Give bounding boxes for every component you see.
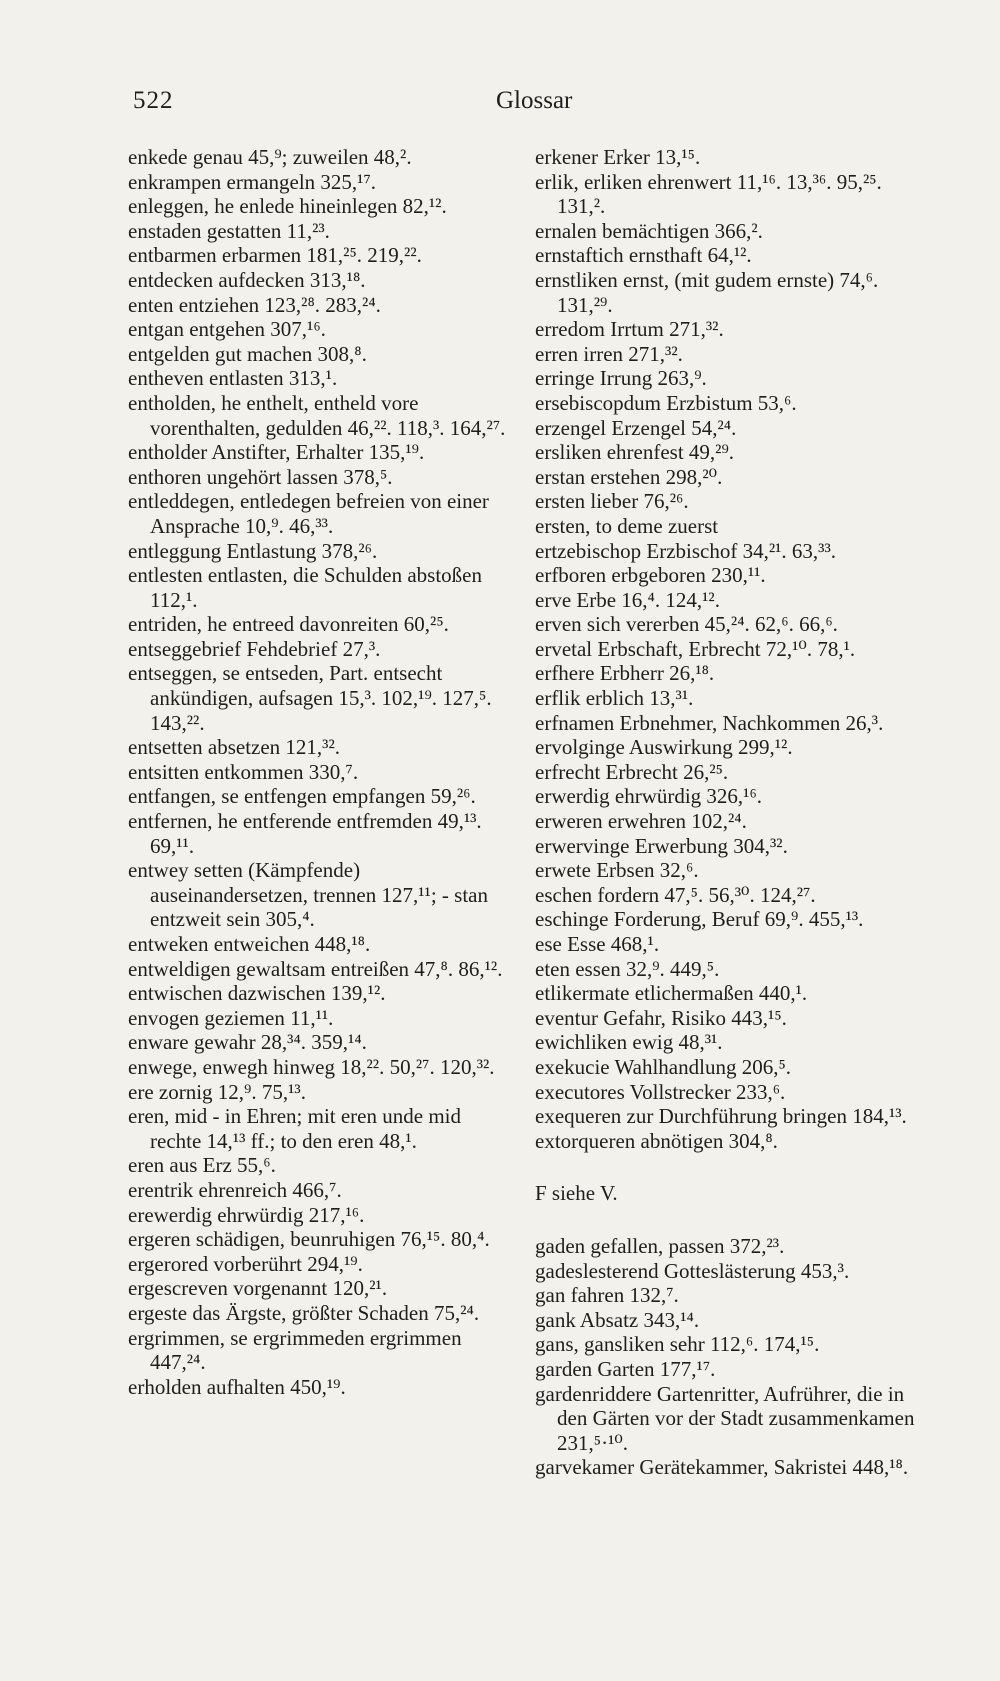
glossary-entry: entriden, he entreed davonreiten 60,²⁵.	[128, 612, 449, 637]
glossary-entry: erven sich vererben 45,²⁴. 62,⁶. 66,⁶.	[535, 612, 838, 637]
glossary-entry: exequeren zur Durchführung bringen 184,¹³.	[535, 1104, 907, 1129]
glossary-entry: garvekamer Gerätekammer, Sakristei 448,¹⁸.	[535, 1455, 909, 1480]
glossary-entry: enthoren ungehört lassen 378,⁵.	[128, 464, 393, 489]
glossary-column-right	[535, 145, 930, 1480]
glossary-entry: executores Vollstrecker 233,⁶.	[535, 1079, 786, 1104]
glossary-entry: ernstaftich ernsthaft 64,¹².	[535, 243, 752, 268]
glossary-entry: entweldigen gewaltsam entreißen 47,⁸. 86,¹².	[128, 956, 503, 981]
section-f-reference: F siehe V.	[535, 1181, 618, 1206]
glossary-entry: enten entziehen 123,²⁸. 283,²⁴.	[128, 292, 381, 317]
glossary-entry: erholden aufhalten 450,¹⁹.	[128, 1374, 346, 1399]
glossary-entry: entsetten absetzen 121,³².	[128, 735, 341, 760]
glossary-entry: entgan entgehen 307,¹⁶.	[128, 317, 326, 342]
glossary-entry: entdecken aufdecken 313,¹⁸.	[128, 267, 366, 292]
glossary-entry: erewerdig ehrwürdig 217,¹⁶.	[128, 1202, 365, 1227]
glossary-entry: gans, gansliken sehr 112,⁶. 174,¹⁵.	[535, 1332, 820, 1357]
glossary-entry: ergeren schädigen, beunruhigen 76,¹⁵. 80,⁴.	[128, 1227, 490, 1252]
glossary-entry: erfrecht Erbrecht 26,²⁵.	[535, 759, 729, 784]
glossary-entry: erredom Irrtum 271,³².	[535, 317, 724, 342]
glossary-entry: erzengel Erzengel 54,²⁴.	[535, 415, 737, 440]
glossary-entry: ernstliken ernst, (mit gudem ernste) 74,⁶. 131,²⁹.	[535, 267, 879, 317]
entries-g	[535, 1234, 930, 1480]
glossary-entry: entheven entlasten 313,¹.	[128, 366, 338, 391]
glossary-entry: entsitten entkommen 330,⁷.	[128, 759, 359, 784]
glossary-entry: gank Absatz 343,¹⁴.	[535, 1307, 700, 1332]
glossary-entry: entwey setten (Kämpfende) auseinandersetzen, trennen 127,¹¹; - stan entzweit sein 305,⁴.	[128, 858, 488, 932]
glossary-entry: ergeste das Ärgste, größter Schaden 75,²⁴.	[128, 1300, 480, 1325]
glossary-entry: entseggen, se entseden, Part. entsecht ankündigen, aufsagen 15,³. 102,¹⁹. 127,⁵. 143,²².	[128, 661, 492, 735]
glossary-entry: ernalen bemächtigen 366,².	[535, 218, 763, 243]
glossary-entry: ersebiscopdum Erzbistum 53,⁶.	[535, 390, 797, 415]
entries-e	[535, 145, 930, 1153]
glossary-entry: entweken entweichen 448,¹⁸.	[128, 932, 371, 956]
glossary-entry: ervetal Erbschaft, Erbrecht 72,¹⁰. 78,¹.	[535, 636, 856, 661]
glossary-entry: erfhere Erbherr 26,¹⁸.	[535, 661, 715, 686]
glossary-entry: ere zornig 12,⁹. 75,¹³.	[128, 1079, 306, 1104]
glossary-entry: erve Erbe 16,⁴. 124,¹².	[535, 587, 720, 612]
glossary-entry: erkener Erker 13,¹⁵.	[535, 145, 701, 169]
glossary-entry: gan fahren 132,⁷.	[535, 1283, 679, 1308]
glossary-entry: ergescreven vorgenannt 120,²¹.	[128, 1276, 388, 1301]
glossary-entry: entholder Anstifter, Erhalter 135,¹⁹.	[128, 440, 425, 465]
glossary-entry: ertzebischop Erzbischof 34,²¹. 63,³³.	[535, 538, 837, 563]
glossary-entry: enkrampen ermangeln 325,¹⁷.	[128, 169, 377, 194]
glossary-entry: erwete Erbsen 32,⁶.	[535, 858, 699, 883]
glossary-entry: enstaden gestatten 11,²³.	[128, 218, 330, 243]
glossary-entry: entholden, he enthelt, entheld vore vorenthalten, gedulden 46,²². 118,³. 164,²⁷.	[128, 390, 506, 440]
glossary-entry: exekucie Wahlhandlung 206,⁵.	[535, 1054, 792, 1079]
glossary-entry: entleddegen, entledegen befreien von einer Ansprache 10,⁹. 46,³³.	[128, 489, 489, 538]
page-number: 522	[133, 87, 174, 114]
glossary-entry: ergerored vorberührt 294,¹⁹.	[128, 1251, 363, 1276]
glossary-entry: enleggen, he enlede hineinlegen 82,¹².	[128, 194, 447, 219]
glossary-column-left	[128, 145, 516, 1399]
glossary-entry: envogen geziemen 11,¹¹.	[128, 1005, 334, 1030]
glossary-entry: entseggebrief Fehdebrief 27,³.	[128, 636, 381, 661]
glossary-entry: ersten lieber 76,²⁶.	[535, 489, 689, 514]
glossary-entry: gadeslesterend Gotteslästerung 453,³.	[535, 1258, 850, 1283]
glossary-entry: erwervinge Erwerbung 304,³².	[535, 833, 788, 858]
glossary-entry: enkede genau 45,⁹; zuweilen 48,².	[128, 145, 412, 169]
glossary-entry: entleggung Entlastung 378,²⁶.	[128, 538, 378, 563]
glossary-entry: entlesten entlasten, die Schulden abstoßen 112,¹.	[128, 563, 482, 612]
glossary-entry: garden Garten 177,¹⁷.	[535, 1356, 716, 1381]
glossary-entry: entfangen, se entfengen empfangen 59,²⁶.	[128, 784, 476, 809]
glossary-entry: ergrimmen, se ergrimmeden ergrimmen 447,²⁴.	[128, 1325, 462, 1375]
glossary-entry: entgelden gut machen 308,⁸.	[128, 341, 367, 366]
glossary-entry: erringe Irrung 263,⁹.	[535, 366, 707, 391]
glossary-entry: enware gewahr 28,³⁴. 359,¹⁴.	[128, 1030, 367, 1055]
glossary-entry: ewichliken ewig 48,³¹.	[535, 1030, 723, 1055]
glossary-entry: erfnamen Erbnehmer, Nachkommen 26,³.	[535, 710, 884, 735]
glossary-entry: eschen fordern 47,⁵. 56,³⁰. 124,²⁷.	[535, 882, 816, 907]
page-title: Glossar	[496, 87, 573, 114]
glossary-entry: gaden gefallen, passen 372,²³.	[535, 1233, 785, 1258]
glossary-entry: entbarmen erbarmen 181,²⁵. 219,²².	[128, 243, 422, 268]
glossary-entry: erren irren 271,³².	[535, 341, 683, 366]
glossary-entry: ervolginge Auswirkung 299,¹².	[535, 735, 793, 760]
glossary-entry: erlik, erliken ehrenwert 11,¹⁶. 13,³⁶. 95,²⁵. 131,².	[535, 169, 882, 219]
glossary-entry: entfernen, he entferende entfremden 49,¹³. 69,¹¹.	[128, 809, 482, 858]
glossary-entry: erstan erstehen 298,²⁰.	[535, 464, 723, 489]
glossary-entry: etlikermate etlichermaßen 440,¹.	[535, 981, 808, 1006]
glossary-entry: erflik erblich 13,³¹.	[535, 686, 694, 711]
glossary-entry: erwerdig ehrwürdig 326,¹⁶.	[535, 784, 763, 809]
glossary-entry: extorqueren abnötigen 304,⁸.	[535, 1128, 778, 1153]
glossary-entry: eren, mid - in Ehren; mit eren unde mid rechte 14,¹³ ff.; to den eren 48,¹.	[128, 1104, 461, 1153]
glossary-entry: entwischen dazwischen 139,¹².	[128, 981, 386, 1006]
glossary-entry: ersten, to deme zuerst	[535, 513, 719, 538]
glossary-entry: eschinge Forderung, Beruf 69,⁹. 455,¹³.	[535, 907, 864, 932]
glossary-entry: eren aus Erz 55,⁶.	[128, 1153, 276, 1178]
glossary-entry: ersliken ehrenfest 49,²⁹.	[535, 440, 735, 465]
glossary-entry: erentrik ehrenreich 466,⁷.	[128, 1177, 342, 1202]
glossary-entry: gardenriddere Gartenritter, Aufrührer, die in den Gärten vor der Stadt zusammenkamen 231,⁵·¹⁰.	[535, 1381, 915, 1455]
glossary-entry: erweren erwehren 102,²⁴.	[535, 809, 747, 834]
glossary-entry: erfboren erbgeboren 230,¹¹.	[535, 563, 766, 588]
glossary-entry: eten essen 32,⁹. 449,⁵.	[535, 956, 720, 981]
glossary-entry: enwege, enwegh hinweg 18,²². 50,²⁷. 120,³².	[128, 1054, 495, 1079]
glossary-entry: ese Esse 468,¹.	[535, 932, 660, 956]
glossary-entry: eventur Gefahr, Risiko 443,¹⁵.	[535, 1005, 787, 1030]
